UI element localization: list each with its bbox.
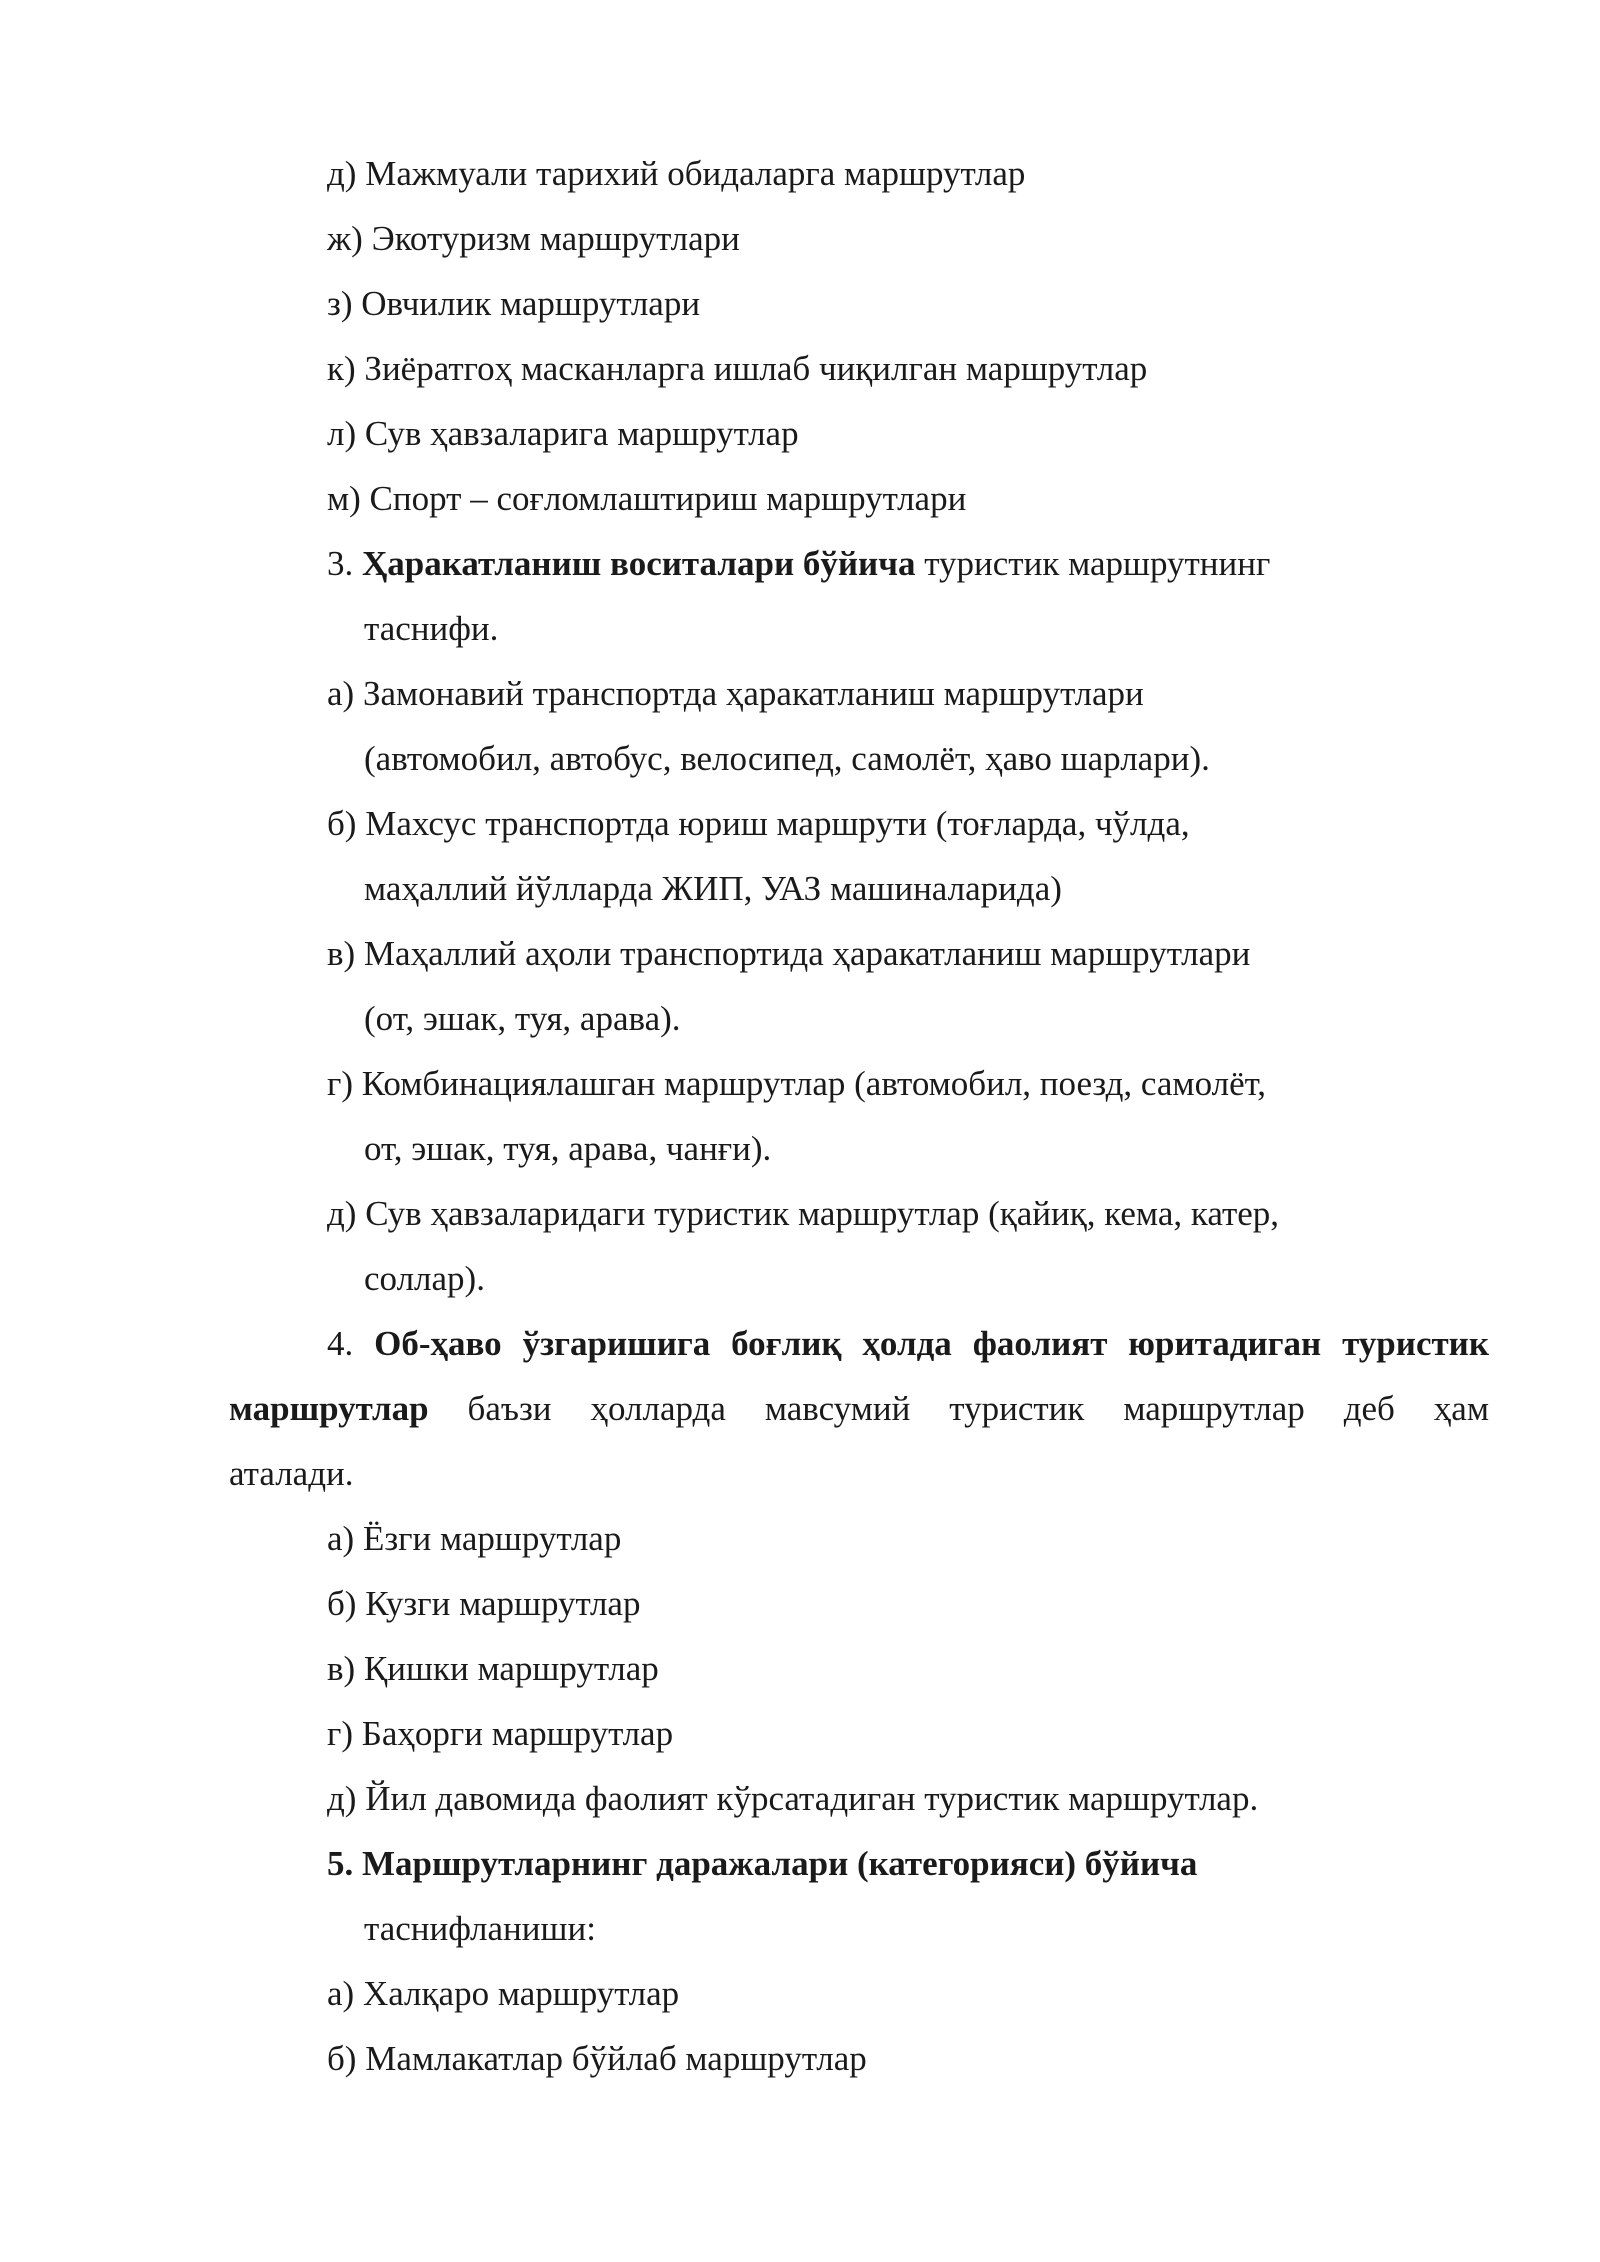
list-item: ж) Экотуризм маршрутлари: [327, 219, 740, 258]
list-item: г) Баҳорги маршрутлар: [327, 1714, 674, 1753]
section-bold-text: маршрутлар: [229, 1389, 429, 1428]
section-3-heading: [327, 542, 1270, 586]
list-item-cont: (автомобил, автобус, велосипед, самолёт, ҳаво шарлари).: [364, 739, 1210, 778]
list-item: а) Замонавий транспортда ҳаракатланиш маршрутлари: [327, 674, 1144, 713]
list-item: д) Йил давомида фаолият кўрсатадиган туристик маршрутлар.: [327, 1779, 1259, 1818]
section-number: 3.: [327, 544, 362, 583]
list-item-cont: соллар).: [364, 1259, 485, 1298]
section-number: 4.: [327, 1324, 375, 1363]
list-item: а) Ёзги маршрутлар: [327, 1519, 622, 1558]
list-item-cont: от, эшак, туя, арава, чанғи).: [364, 1129, 772, 1168]
section-text: туристик маршрутнинг: [915, 544, 1271, 583]
list-item: в) Қишки маршрутлар: [327, 1649, 659, 1688]
section-5-heading-cont: таснифланиши:: [364, 1909, 596, 1948]
list-item: л) Сув ҳавзаларига маршрутлар: [327, 414, 799, 453]
list-item: б) Махсус транспортда юриш маршрути (тоғларда, чўлда,: [327, 804, 1190, 843]
list-item: б) Кузги маршрутлар: [327, 1584, 641, 1623]
section-4-heading: [327, 1322, 1489, 1366]
list-item: м) Спорт – соғломлаштириш маршрутлари: [327, 479, 967, 518]
section-bold-text: Ҳаракатланиш воситалари бўйича: [362, 544, 916, 583]
section-4-line-2: [229, 1387, 1489, 1431]
list-item: д) Сув ҳавзаларидаги туристик маршрутлар (қайиқ, кема, катер,: [327, 1194, 1280, 1233]
list-item: д) Мажмуали тарихий обидаларга маршрутлар: [327, 154, 1026, 193]
list-item: к) Зиёратгоҳ масканларга ишлаб чиқилган маршрутлар: [327, 349, 1148, 388]
section-4-line-3: аталади.: [229, 1454, 354, 1493]
list-item: г) Комбинациялашган маршрутлар (автомобил, поезд, самолёт,: [327, 1064, 1267, 1103]
list-item: з) Овчилик маршрутлари: [327, 284, 701, 323]
section-text: баъзи ҳолларда мавсумий туристик маршрутлар деб ҳам: [428, 1389, 1489, 1428]
list-item: в) Маҳаллий аҳоли транспортида ҳаракатланиш маршрутлари: [327, 934, 1251, 973]
list-item: а) Халқаро маршрутлар: [327, 1974, 680, 2013]
section-bold-text: Об-ҳаво ўзгаришига боғлиқ ҳолда фаолият юритадиган туристик: [374, 1324, 1489, 1363]
section-bold-text: 5. Маршрутларнинг даражалари (категорияси) бўйича: [327, 1844, 1198, 1883]
list-item-cont: маҳаллий йўлларда ЖИП, УАЗ машиналарида): [364, 869, 1062, 908]
list-item-cont: (от, эшак, туя, арава).: [364, 999, 681, 1038]
list-item: б) Мамлакатлар бўйлаб маршрутлар: [327, 2039, 867, 2078]
section-3-heading-cont: таснифи.: [364, 609, 499, 648]
section-5-heading: [327, 1842, 1197, 1886]
